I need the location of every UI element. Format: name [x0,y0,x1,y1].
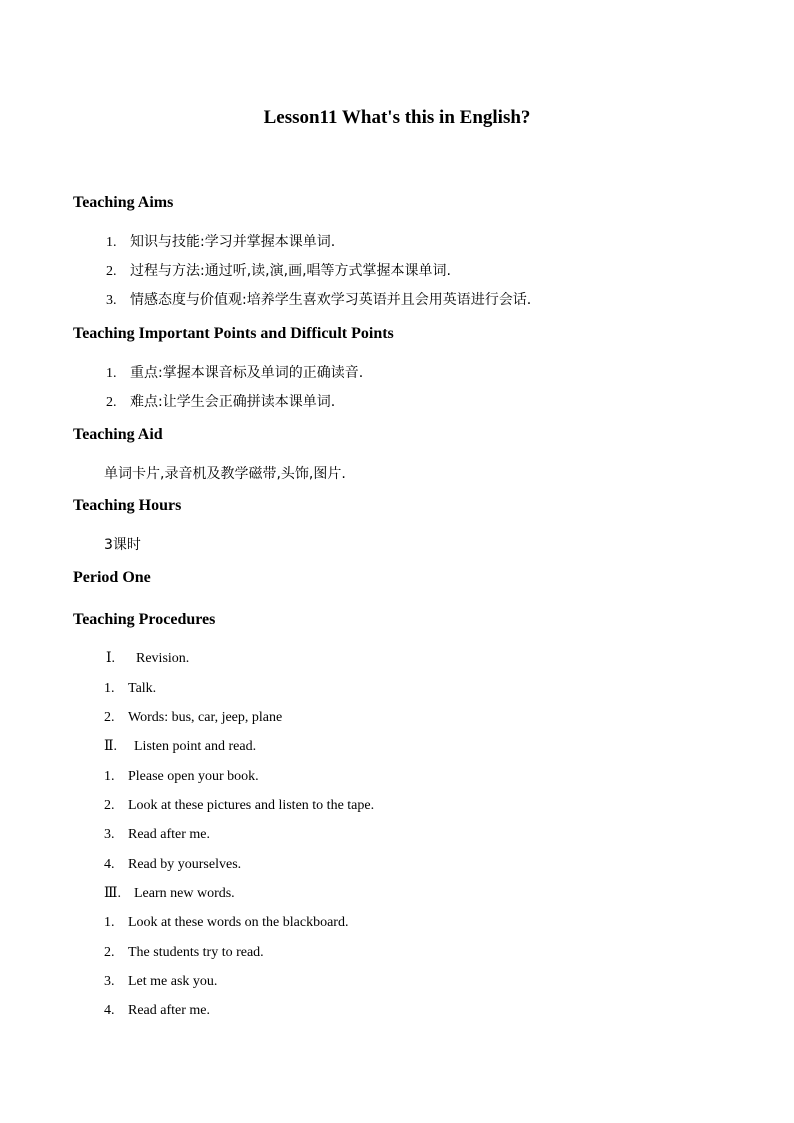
procedure-part-3-item-2-text: The students try to read. [128,945,264,960]
procedure-part-2-label: Listen point and read. [134,739,257,754]
procedure-part-3-item-2-num: 2. [104,945,115,960]
aims-item-2-num: 2. [106,264,117,279]
heading-period-one: Period One [73,569,151,586]
procedure-part-2-item-4 [104,856,241,874]
aims-item-2 [106,262,451,281]
teaching-aid-text: 单词卡片,录音机及教学磁带,头饰,图片. [104,466,346,482]
aims-item-3-text: 情感态度与价值观:培养学生喜欢学习英语并且会用英语进行会话. [130,292,532,308]
procedure-part-2-item-1-num: 1. [104,769,115,784]
procedure-part-2-item-3-text: Read after me. [128,827,211,842]
procedure-part-1-item-2-num: 2. [104,710,115,725]
procedure-part-3-label: Learn new words. [134,886,235,901]
points-item-2 [106,393,335,412]
procedure-part-2-item-4-text: Read by yourselves. [128,857,242,872]
points-item-2-text: 难点:让学生会正确拼读本课单词. [130,394,336,410]
points-item-1-num: 1. [106,366,117,381]
heading-teaching-aims: Teaching Aims [73,194,174,211]
procedure-part-2-item-1 [104,768,259,786]
aims-item-1 [106,233,335,252]
procedure-part-2-item-2-num: 2. [104,798,115,813]
procedure-part-1-item-2-text: Words: bus, car, jeep, plane [128,710,283,725]
procedure-part-2-item-2 [104,797,374,815]
procedure-part-2-item-4-num: 4. [104,857,115,872]
heading-teaching-aid: Teaching Aid [73,426,163,443]
aims-item-1-num: 1. [106,235,117,250]
procedure-part-2-item-3-num: 3. [104,827,115,842]
procedure-part-2-item-3 [104,826,210,844]
heading-important-points: Teaching Important Points and Difficult Points [73,325,394,342]
procedure-part-1-item-1-num: 1. [104,681,115,696]
heading-teaching-procedures: Teaching Procedures [73,611,216,628]
procedure-part-3-item-1-num: 1. [104,915,115,930]
procedure-part-2-roman: Ⅱ. [104,739,118,754]
procedure-part-3-item-1 [104,914,348,932]
procedure-part-2-item-1-text: Please open your book. [128,769,259,784]
points-item-1 [106,364,363,383]
procedure-part-3-item-2 [104,944,264,962]
procedure-part-2-item-2-text: Look at these pictures and listen to the tape. [128,798,375,813]
procedure-part-3-item-3-num: 3. [104,974,115,989]
procedure-part-3 [104,885,235,903]
procedure-part-2 [104,738,256,756]
procedure-part-3-roman: Ⅲ. [104,886,122,901]
procedure-part-1-roman: Ⅰ. [106,651,116,666]
aims-item-3 [106,291,531,310]
procedure-part-3-item-1-text: Look at these words on the blackboard. [128,915,349,930]
procedure-part-1-item-1 [104,680,156,698]
heading-teaching-hours: Teaching Hours [73,497,182,514]
points-item-1-text: 重点:掌握本课音标及单词的正确读音. [130,365,364,381]
teaching-hours-text: 3课时 [104,537,141,553]
procedure-part-3-item-4-text: Read after me. [128,1003,211,1018]
procedure-part-3-item-4-num: 4. [104,1003,115,1018]
procedure-part-3-item-3 [104,973,217,991]
procedure-part-1-item-2 [104,709,282,727]
procedure-part-1 [106,650,189,668]
document-title: Lesson11 What's this in English? [263,107,531,128]
aims-item-1-text: 知识与技能:学习并掌握本课单词. [130,234,336,250]
points-item-2-num: 2. [106,395,117,410]
aims-item-3-num: 3. [106,293,117,308]
procedure-part-1-item-1-text: Talk. [128,681,157,696]
procedure-part-1-label: Revision. [136,651,190,666]
aims-item-2-text: 过程与方法:通过听,读,演,画,唱等方式掌握本课单词. [130,263,451,279]
procedure-part-3-item-3-text: Let me ask you. [128,974,218,989]
procedure-part-3-item-4 [104,1002,210,1020]
